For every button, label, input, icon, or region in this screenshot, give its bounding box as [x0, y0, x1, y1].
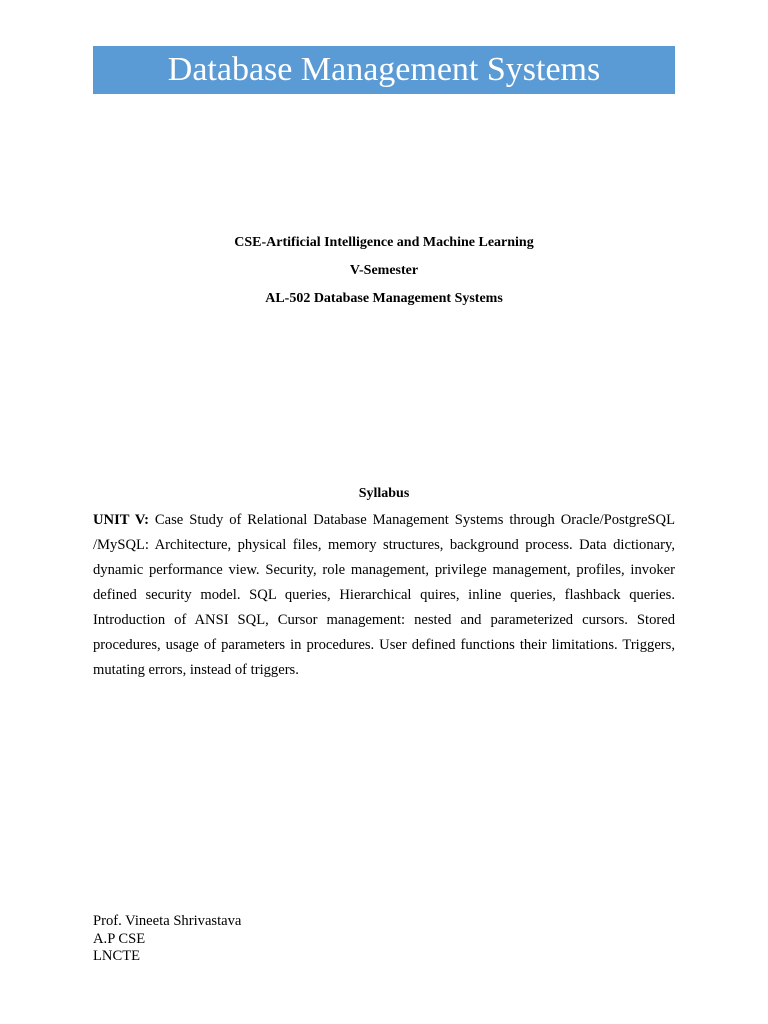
author-name: Prof. Vineeta Shrivastava: [93, 913, 242, 929]
syllabus-heading: Syllabus: [358, 486, 410, 501]
author-institute: LNCTE: [93, 948, 141, 964]
unit-text: Case Study of Relational Database Management Systems through Oracle/PostgreSQL /MySQL: Architecture, physical files, memory structures, background process. Data dictionary, dynamic performance view. Security, role management, privilege management, profiles, invoker defined security model. SQL queries, Hierarchical quires, inline queries, flashback queries. Introduction of ANSI SQL, Cursor management: nested and parameterized cursors. Stored procedures, usage of parameters in procedures. User defined functions their limitations. Triggers, mutating errors, instead of triggers.: [93, 512, 675, 678]
syllabus-paragraph: [93, 508, 675, 683]
subject-heading: AL-502 Database Management Systems: [265, 291, 503, 306]
title-banner: [93, 46, 675, 94]
author-designation: A.P CSE: [93, 930, 146, 947]
author-footer: [93, 913, 241, 966]
unit-label: UNIT V:: [93, 512, 149, 528]
page-title: Database Management Systems: [167, 51, 601, 88]
semester-heading: V-Semester: [349, 263, 419, 278]
department-heading: CSE-Artificial Intelligence and Machine Learning: [234, 235, 534, 250]
